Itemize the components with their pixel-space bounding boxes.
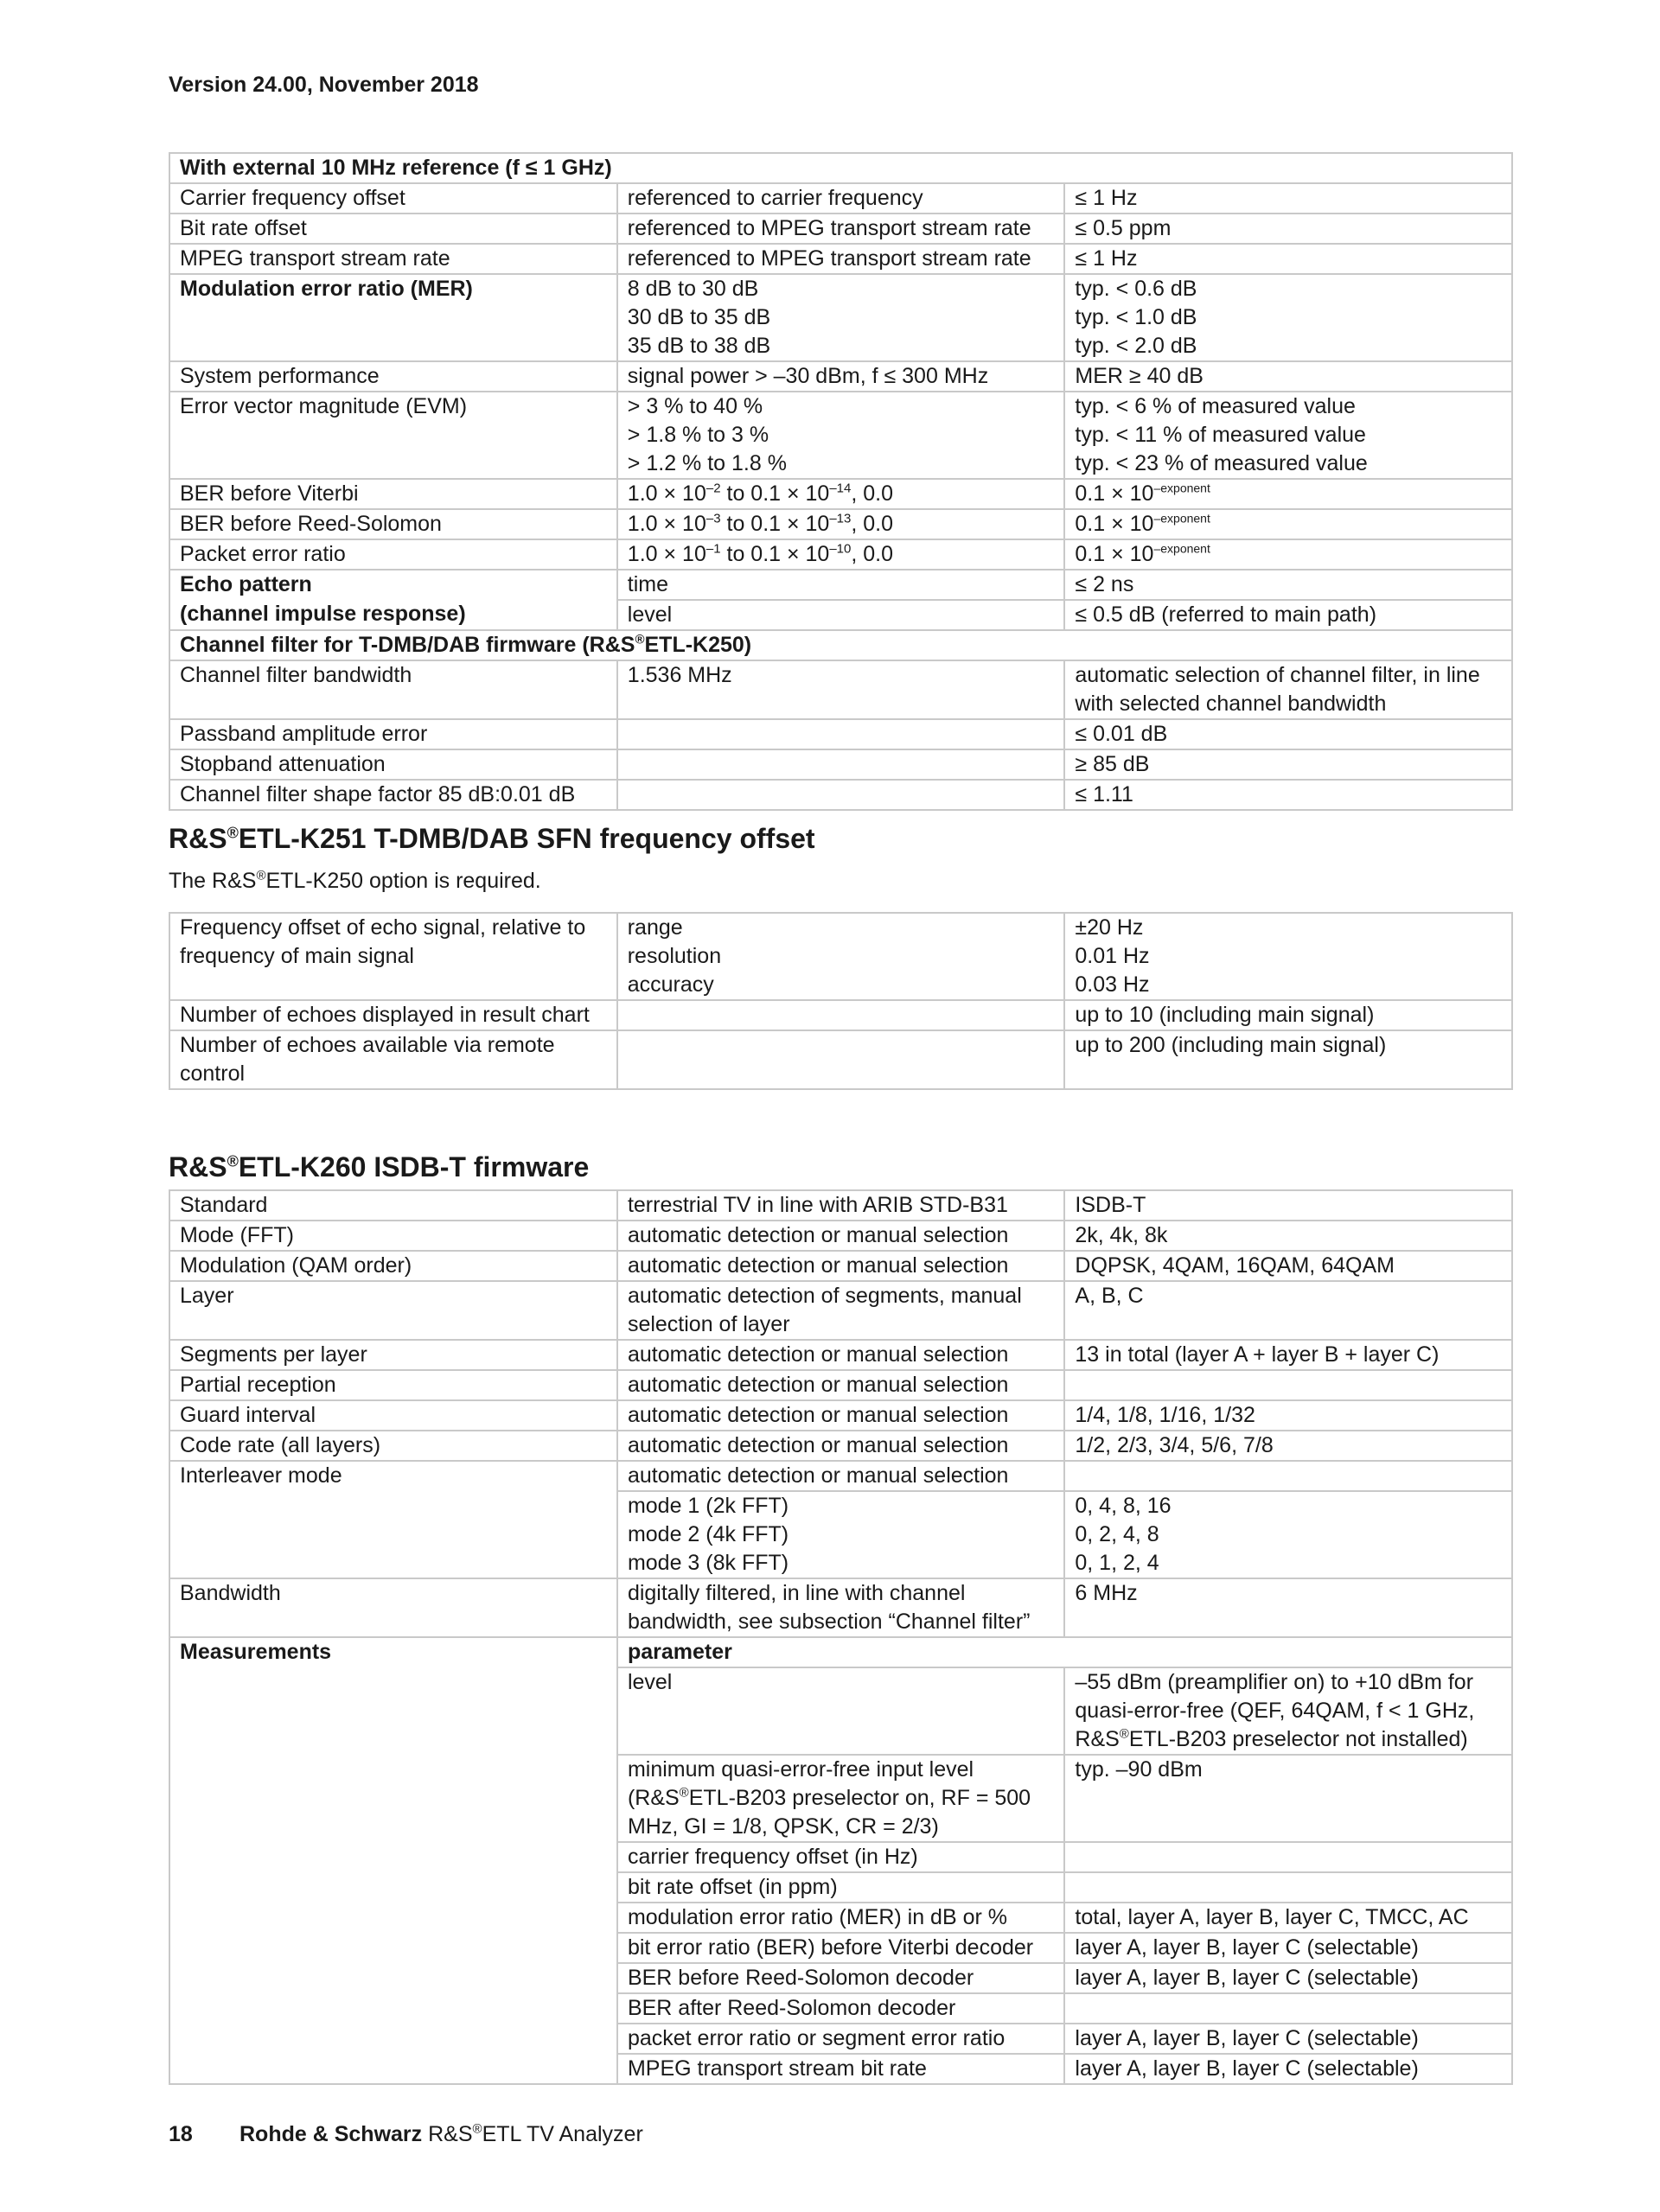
cell: Code rate (all layers) [169,1431,617,1461]
table-row [169,361,1512,392]
table-row [169,749,1512,780]
table-row [169,1221,1512,1251]
cell [617,719,1065,749]
cell: Mode (FFT) [169,1221,617,1251]
cell: Channel filter bandwidth [169,660,617,719]
cell: typ. < 1.0 dB [1064,303,1512,332]
cell: mode 3 (8k FFT) [617,1549,1064,1578]
cell: ≥ 85 dB [1064,749,1512,780]
cell: level [617,1667,1064,1755]
cell: $0.1 \times 10^{-exponent}$ [1064,509,1512,539]
table-row [169,153,1512,183]
cell: BER before Viterbi [169,479,617,509]
cell: referenced to carrier frequency [617,183,1065,214]
table-row [169,630,1512,660]
cell: typ. < 23 % of measured value [1064,449,1512,479]
cell: 13 in total (layer A + layer B + layer C) [1064,1340,1512,1370]
cell: Carrier frequency offset [169,183,617,214]
cell: layer A, layer B, layer C (selectable) [1064,1963,1512,1993]
cell: automatic detection or manual selection [617,1461,1064,1491]
brand-name: Rohde & Schwarz [239,2122,423,2146]
cell: range [617,913,1065,942]
cell: bit rate offset (in ppm) [617,1872,1064,1903]
cell: Bit rate offset [169,214,617,244]
cell: A, B, C [1064,1281,1512,1340]
table-row [169,1190,1512,1221]
table-row [169,1370,1512,1400]
table-row [169,509,1512,539]
cell: 0.03 Hz [1064,971,1512,1000]
section-header-channel-filter: Channel filter for T-DMB/DAB firmware (R&S®ETL-K250) [169,630,1512,660]
cell: layer A, layer B, layer C (selectable) [1064,2024,1512,2054]
cell: signal power > –30 dBm, f ≤ 300 MHz [617,361,1065,392]
cell: referenced to MPEG transport stream rate [617,244,1065,274]
cell: automatic detection or manual selection [617,1251,1064,1281]
product-name: R&S®ETL TV Analyzer [422,2121,643,2146]
cell: ≤ 1 Hz [1064,244,1512,274]
table-row [169,660,1512,719]
table-row [169,600,1512,630]
cell: automatic detection or manual selection [617,1340,1064,1370]
table-row [169,1340,1512,1370]
section-note-k251: The R&S®ETL-K250 option is required. [169,868,541,893]
cell: BER after Reed-Solomon decoder [617,1993,1064,2024]
cell: Number of echoes displayed in result chart [169,1000,617,1030]
cell-label: (channel impulse response) [169,600,617,630]
table-row [169,1431,1512,1461]
cell: $1.0 \times 10^{-3}$ to $0.1 \times 10^{-13}$, 0.0 [617,509,1065,539]
table-row [169,183,1512,214]
cell: ≤ 1.11 [1064,780,1512,810]
cell: $0.1 \times 10^{-exponent}$ [1064,539,1512,570]
table-row [169,1251,1512,1281]
cell: Modulation (QAM order) [169,1251,617,1281]
cell: total, layer A, layer B, layer C, TMCC, AC [1064,1903,1512,1933]
cell: 35 dB to 38 dB [617,332,1065,361]
cell-subheader: parameter [617,1637,1512,1667]
cell: up to 200 (including main signal) [1064,1030,1512,1089]
cell: > 3 % to 40 % [617,392,1065,421]
cell-label: Error vector magnitude (EVM) [169,392,617,479]
table-row [169,913,1512,942]
cell: Standard [169,1190,617,1221]
cell: $1.0 \times 10^{-2}$ to $0.1 \times 10^{-14}$, 0.0 [617,479,1065,509]
cell: > 1.8 % to 3 % [617,421,1065,449]
cell: accuracy [617,971,1065,1000]
cell: layer A, layer B, layer C (selectable) [1064,2054,1512,2084]
cell: modulation error ratio (MER) in dB or % [617,1903,1064,1933]
table-row [169,780,1512,810]
page-number: 18 [169,2122,193,2146]
cell: $0.1 \times 10^{-exponent}$ [1064,479,1512,509]
table-row [169,1000,1512,1030]
version-header: Version 24.00, November 2018 [169,73,479,97]
cell: Guard interval [169,1400,617,1431]
cell: MPEG transport stream bit rate [617,2054,1064,2084]
table-row [169,244,1512,274]
cell: > 1.2 % to 1.8 % [617,449,1065,479]
cell: typ. < 11 % of measured value [1064,421,1512,449]
cell [1064,1842,1512,1872]
cell-label: Echo pattern [169,570,617,600]
table-row [169,1637,1512,1667]
cell: System performance [169,361,617,392]
cell: BER before Reed-Solomon [169,509,617,539]
cell: automatic detection or manual selection [617,1370,1064,1400]
cell: ≤ 0.5 dB (referred to main path) [1064,600,1512,630]
cell: ISDB-T [1064,1190,1512,1221]
cell: DQPSK, 4QAM, 16QAM, 64QAM [1064,1251,1512,1281]
cell: 0, 1, 2, 4 [1064,1549,1512,1578]
cell: automatic detection of segments, manual selection of layer [617,1281,1064,1340]
cell: Packet error ratio [169,539,617,570]
cell: layer A, layer B, layer C (selectable) [1064,1933,1512,1963]
cell [1064,1993,1512,2024]
cell: 1/2, 2/3, 3/4, 5/6, 7/8 [1064,1431,1512,1461]
cell: 1/4, 1/8, 1/16, 1/32 [1064,1400,1512,1431]
cell-label: Interleaver mode [169,1461,617,1578]
cell: 1.536 MHz [617,660,1065,719]
cell [617,1000,1065,1030]
cell [1064,1872,1512,1903]
cell: BER before Reed-Solomon decoder [617,1963,1064,1993]
cell: 2k, 4k, 8k [1064,1221,1512,1251]
cell: ±20 Hz [1064,913,1512,942]
cell: ≤ 1 Hz [1064,183,1512,214]
cell: carrier frequency offset (in Hz) [617,1842,1064,1872]
cell: typ. < 0.6 dB [1064,274,1512,303]
table-row [169,392,1512,421]
cell-label: Modulation error ratio (MER) [169,274,617,361]
cell: automatic selection of channel filter, in line with selected channel bandwidth [1064,660,1512,719]
cell: referenced to MPEG transport stream rate [617,214,1065,244]
cell: time [617,570,1065,600]
cell: 0.01 Hz [1064,942,1512,971]
cell [617,749,1065,780]
cell: automatic detection or manual selection [617,1431,1064,1461]
cell: ≤ 0.5 ppm [1064,214,1512,244]
cell: –55 dBm (preamplifier on) to +10 dBm for quasi-error-free (QEF, 64QAM, f < 1 GHz, R&S®ETL-B203 preselector not installed) [1064,1667,1512,1755]
table-row [169,1461,1512,1491]
cell: digitally filtered, in line with channel bandwidth, see subsection “Channel filter” [617,1578,1064,1637]
page-footer [169,2122,643,2147]
cell [617,1030,1065,1089]
spec-table-tdmb [169,152,1513,811]
table-row [169,1281,1512,1340]
table-row [169,719,1512,749]
section-title-k260: R&S®ETL-K260 ISDB-T firmware [169,1151,590,1182]
cell: Bandwidth [169,1578,617,1637]
cell: Layer [169,1281,617,1340]
cell: mode 1 (2k FFT) [617,1491,1064,1520]
cell: automatic detection or manual selection [617,1221,1064,1251]
cell: $1.0 \times 10^{-1}$ to $0.1 \times 10^{-10}$, 0.0 [617,539,1065,570]
cell [1064,1370,1512,1400]
cell: level [617,600,1065,630]
table-row [169,539,1512,570]
cell: 6 MHz [1064,1578,1512,1637]
cell: MPEG transport stream rate [169,244,617,274]
cell: ≤ 2 ns [1064,570,1512,600]
cell: resolution [617,942,1065,971]
cell: Partial reception [169,1370,617,1400]
table-row [169,274,1512,303]
cell-label: Measurements [169,1637,617,2084]
cell-label: Frequency offset of echo signal, relative to frequency of main signal [169,913,617,1000]
cell: Number of echoes available via remote control [169,1030,617,1089]
table-row [169,479,1512,509]
cell: Passband amplitude error [169,719,617,749]
cell: 0, 2, 4, 8 [1064,1520,1512,1549]
cell: ≤ 0.01 dB [1064,719,1512,749]
table-row [169,570,1512,600]
cell: typ. < 2.0 dB [1064,332,1512,361]
section-title-k251: R&S®ETL-K251 T-DMB/DAB SFN frequency offset [169,823,815,854]
cell: mode 2 (4k FFT) [617,1520,1064,1549]
spec-table-k260 [169,1189,1513,2085]
section-header-ext-ref: With external 10 MHz reference (f ≤ 1 GHz) [169,153,1512,183]
cell: packet error ratio or segment error ratio [617,2024,1064,2054]
cell: Stopband attenuation [169,749,617,780]
spec-table-k251 [169,912,1513,1090]
cell: bit error ratio (BER) before Viterbi decoder [617,1933,1064,1963]
cell: Segments per layer [169,1340,617,1370]
cell: terrestrial TV in line with ARIB STD-B31 [617,1190,1064,1221]
cell: MER ≥ 40 dB [1064,361,1512,392]
cell: automatic detection or manual selection [617,1400,1064,1431]
cell [1064,1461,1512,1491]
table-row [169,214,1512,244]
table-row [169,1030,1512,1089]
cell [617,780,1065,810]
table-row [169,1578,1512,1637]
cell: 8 dB to 30 dB [617,274,1065,303]
cell: Channel filter shape factor 85 dB:0.01 dB [169,780,617,810]
table-row [169,1400,1512,1431]
cell: minimum quasi-error-free input level (R&S®ETL-B203 preselector on, RF = 500 MHz, GI = 1/8, QPSK, CR = 2/3) [617,1755,1064,1842]
cell: typ. < 6 % of measured value [1064,392,1512,421]
cell: up to 10 (including main signal) [1064,1000,1512,1030]
cell: 30 dB to 35 dB [617,303,1065,332]
cell: 0, 4, 8, 16 [1064,1491,1512,1520]
cell: typ. –90 dBm [1064,1755,1512,1842]
